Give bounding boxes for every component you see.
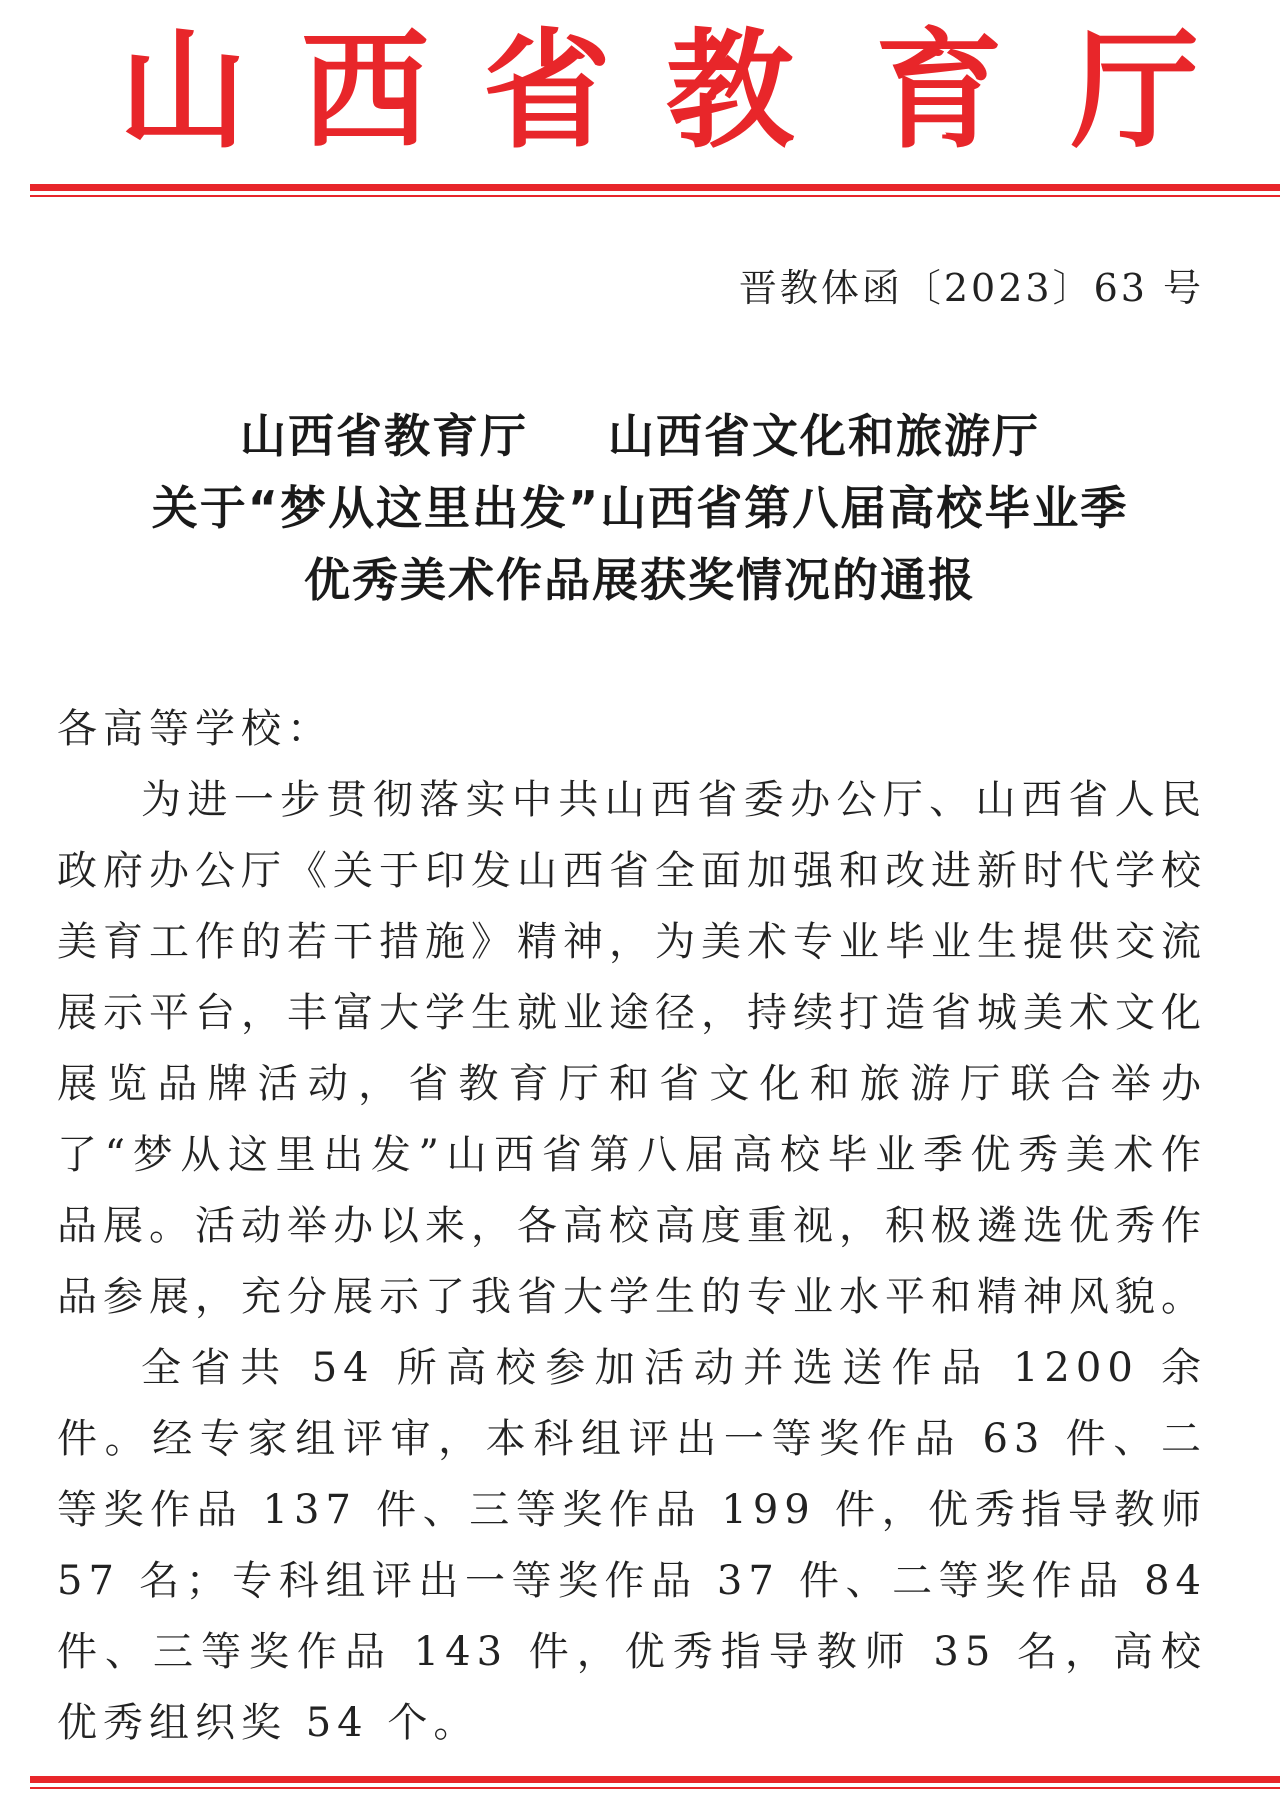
header-rule-thin (30, 195, 1280, 197)
masthead-char-3: 省 (482, 17, 611, 166)
masthead-char-6: 厅 (1070, 17, 1199, 166)
title-issuers-line (0, 400, 1280, 472)
masthead-char-4: 教 (665, 17, 794, 166)
title-line-3: 优秀美术作品展获奖情况的通报 (304, 553, 976, 607)
salutation: 各高等学校： (57, 706, 333, 752)
masthead-char-1: 山 (118, 17, 247, 166)
title-issuer-1: 山西省教育厅 (240, 409, 528, 463)
body-paragraph-2: 全省共 54 所高校参加活动并选送作品 1200 余件。经专家组评审，本科组评出一等奖作品 63 件、二等奖作品 137 件、三等奖作品 199 件，优秀指导教师 57 名；专科组评出一等奖作品 37 件、二等奖作品 84 件、三等奖作品 143 件，优秀指导教师 35 名，高校优秀组织奖 54 个。 (57, 1345, 1207, 1746)
masthead-char-2: 西 (300, 17, 429, 166)
masthead-char-5: 育 (874, 17, 1003, 166)
document-body (57, 694, 1207, 1759)
document-title (0, 400, 1280, 616)
document-number: 晋教体函〔2023〕63 号 (738, 266, 1204, 310)
footer-rule-thin (30, 1787, 1280, 1789)
header-rule-thick (30, 184, 1280, 191)
body-paragraph-1: 为进一步贯彻落实中共山西省委办公厅、山西省人民政府办公厅《关于印发山西省全面加强和改进新时代学校美育工作的若干措施》精神，为美术专业毕业生提供交流展示平台，丰富大学生就业途径，持续打造省城美术文化展览品牌活动，省教育厅和省文化和旅游厅联合举办了“梦从这里出发”山西省第八届高校毕业季优秀美术作品展。活动举办以来，各高校高度重视，积极遴选优秀作品参展，充分展示了我省大学生的专业水平和精神风貌。 (57, 777, 1207, 1320)
letterhead-masthead (0, 17, 1280, 166)
title-issuer-2: 山西省文化和旅游厅 (608, 409, 1040, 463)
footer-rule-thick (30, 1776, 1280, 1783)
title-line-2: 关于“梦从这里出发”山西省第八届高校毕业季 (151, 481, 1129, 535)
